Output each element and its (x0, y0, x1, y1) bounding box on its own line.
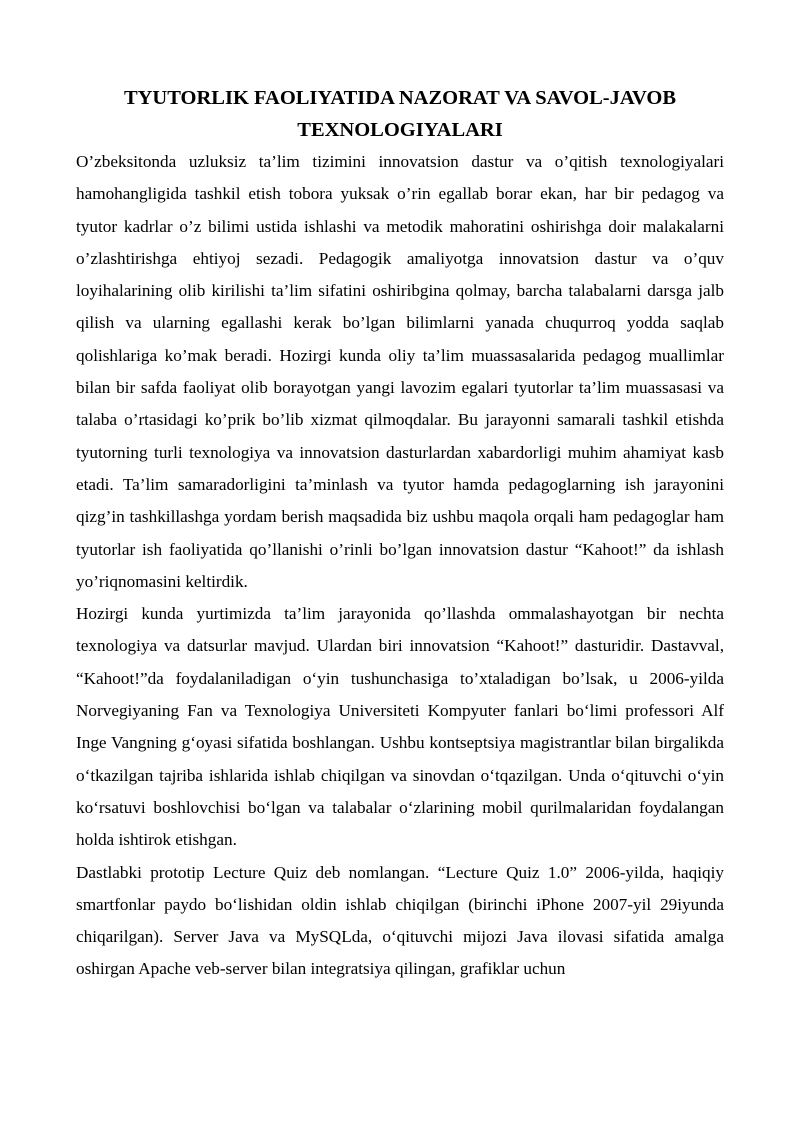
paragraph-2: Hozirgi kunda yurtimizda ta’lim jarayonida qo’llashda ommalashayotgan bir nechta texnologiya va datsurlar mavjud. Ulardan biri innovatsion “Kahoot!” dasturidir. Dastavval, “Kahoot!”da foydalaniladigan o‘yin tushunchasiga to’xtaladigan bo’lsak, u 2006-yilda Norvegiyaning Fan va Texnologiya Universiteti Kompyuter fanlari bo‘limi professori Alf Inge Vangning g‘oyasi sifatida boshlangan. Ushbu kontseptsiya magistrantlar bilan birgalikda o‘tkazilgan tajriba ishlarida ishlab chiqilgan va sinovdan o‘tqazilgan. Unda o‘qituvchi o‘yin ko‘rsatuvi boshlovchisi bo‘lgan va talabalar o‘zlarining mobil qurilmalaridan foydalangan holda ishtirok etishgan. (76, 604, 724, 850)
title-line-2: TEXNOLOGIYALARI (297, 119, 503, 141)
paragraph-1: O’zbeksitonda uzluksiz ta’lim tizimini innovatsion dastur va o’qitish texnologiyalari hamohangligida tashkil etish tobora yuksak o’rin egallab borar ekan, har bir pedagog va tyutor kadrlar o’z bilimi ustida ishlashi va metodik mahoratini oshirishga doir malakalarni o’zlashtirishga ehtiyoj sezadi. Pedagogik amaliyotga innovatsion dastur va o’quv loyihalarining olib kirilishi ta’lim sifatini oshiribgina qolmay, barcha talabalarni darsga jalb qilish va ularning egallashi kerak bo’lgan bilimlarni yanada chuqurroq yodda saqlab qolishlariga ko’mak beradi. Hozirgi kunda oliy ta’lim muassasalarida pedagog muallimlar bilan bir safda faoliyat olib borayotgan yangi lavozim egalari tyutorlar ta’lim muassasasi va talaba o’rtasidagi ko’prik bo’lib xizmat qilmoqdalar. Bu jarayonni samarali tashkil etishda tyutorning turli texnologiya va innovatsion dasturlardan xabardorligi muhim ahamiyat kasb etadi. Ta’lim samaradorligini ta’minlash va tyutor hamda pedagoglarning ish jarayonini qizg’in tashkillashga yordam berish maqsadida biz ushbu maqola orqali ham pedagoglar ham tyutorlar ish faoliyatida qo’llanishi o’rinli bo’lgan innovatsion dastur “Kahoot!” da ishlash yo’riqnomasini keltirdik. (76, 152, 724, 591)
document-title (76, 78, 724, 146)
document-page (76, 78, 724, 986)
paragraph-3: Dastlabki prototip Lecture Quiz deb nomlangan. “Lecture Quiz 1.0” 2006-yilda, haqiqiy smartfonlar paydo bo‘lishidan oldin ishlab chiqilgan (birinchi iPhone 2007-yil 29iyunda chiqarilgan). Server Java va MySQLda, o‘qituvchi mijozi Java ilovasi sifatida amalga oshirgan Apache veb-server bilan integratsiya qilingan, grafiklar uchun (76, 862, 724, 979)
title-line-1: TYUTORLIK FAOLIYATIDA NAZORAT VA SAVOL-JAVOB (123, 87, 677, 109)
